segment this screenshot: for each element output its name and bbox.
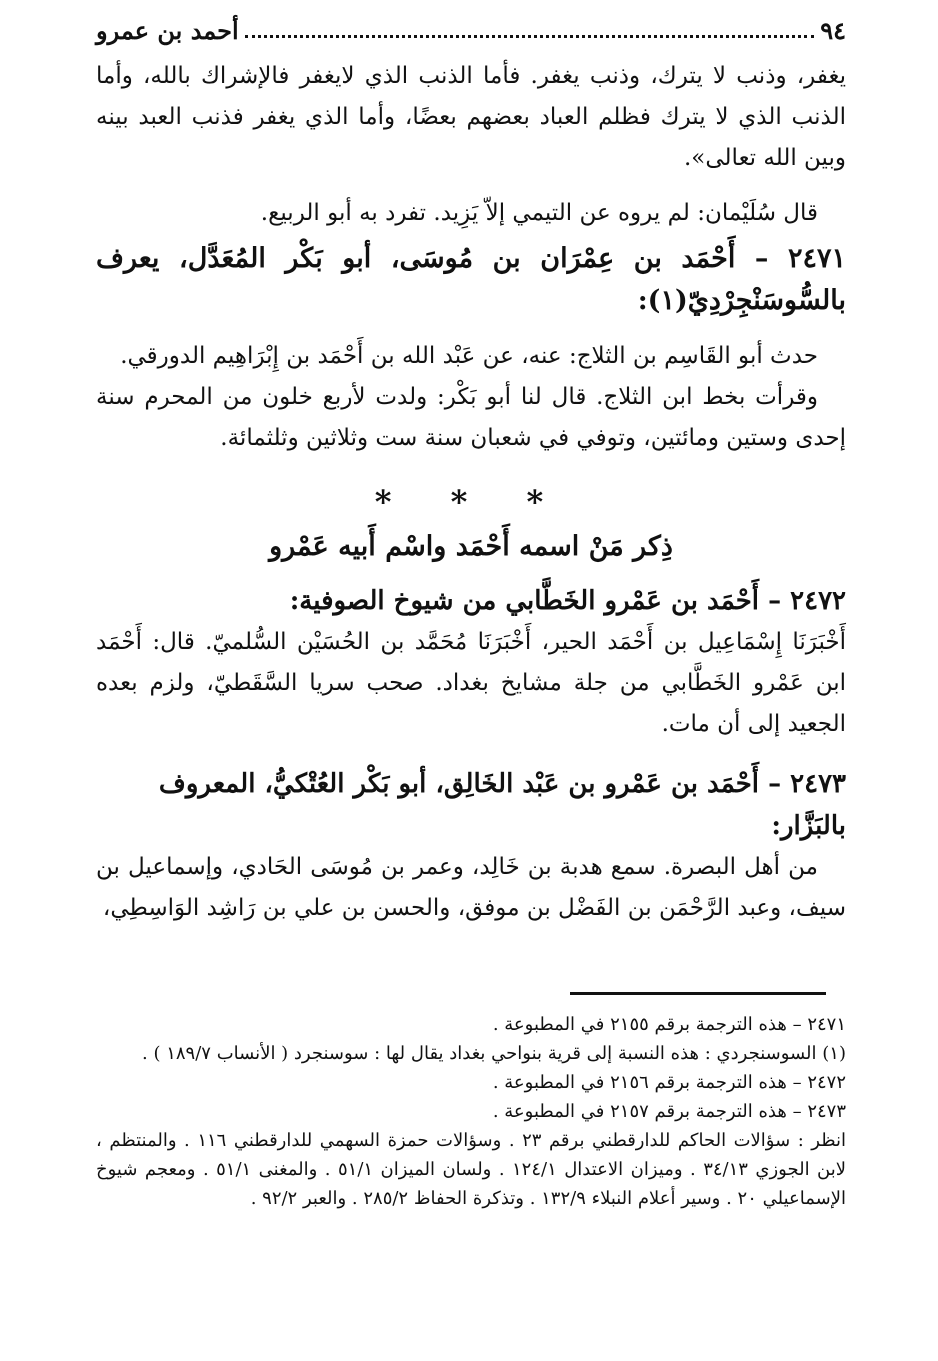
section-separator: * * * — [374, 483, 568, 521]
footnote-2471: ٢٤٧١ – هذه الترجمة برقم ٢١٥٥ في المطبوعة . — [492, 1014, 846, 1035]
footnote-2472: ٢٤٧٢ – هذه الترجمة برقم ٢١٥٦ في المطبوعة . — [492, 1072, 846, 1093]
entry-heading-2472: ٢٤٧٢ – أَحْمَد بن عَمْرو الخَطَّابي من شيوخ الصوفية: — [289, 586, 846, 616]
entry-heading-2471: ٢٤٧١ – أَحْمَد بن عِمْرَان بن مُوسَى، أبو بَكْر المُعَدَّل، يعرف بالسُّوسَنْجِرْدِيّ(١): — [96, 243, 846, 316]
page-header — [96, 8, 846, 52]
footnote-1-sousanjerdi: (١) السوسنجردي : هذه النسبة إلى قرية بنواحي بغداد يقال لها : سوسنجرد ( الأنساب ١٨٩/٧ ) . — [142, 1043, 846, 1064]
main-text — [96, 56, 846, 929]
footnote-rule — [570, 992, 826, 995]
paragraph-2472: أَخْبَرَنَا إِسْمَاعِيل بن أَحْمَد الحير، أَخْبَرَنَا مُحَمَّد بن الحُسَيْن السُّلميّ. قال: أَحْمَد ابن عَمْرو الخَطَّابي من جلة مشايخ بغداد. صحب سريا السَّقَطيّ، ولزم بعده الجعيد إلى أن مات. — [96, 629, 846, 737]
running-title: أحمد بن عمرو — [96, 15, 239, 45]
spacer — [96, 179, 846, 193]
entry-heading-2473: ٢٤٧٣ – أَحْمَد بن عَمْرو بن عَبْد الخَالِق، أبو بَكْر العُتْكيُّ، المعروف بالبَزَّار: — [158, 769, 846, 841]
page-number: ٩٤ — [820, 15, 846, 45]
paragraph-2473: من أهل البصرة. سمع هدبة بن خَالِد، وعمر بن مُوسَى الحَادي، وإسماعيل بن سيف، وعبد الرَّحْمَن بن الفَضْل بن موفق، والحسن بن علي بن رَاشِد الوَاسِطِي، — [96, 854, 846, 921]
paragraph-sulayman-note: قال سُلَيْمان: لم يروه عن التيمي إلاّ يَزِيد. تفرد به أبو الربيع. — [260, 200, 818, 226]
paragraph-continuation: يغفر، وذنب لا يترك، وذنب يغفر. فأما الذنب الذي لايغفر فالإشراك بالله، وأما الذنب الذي لا يترك فظلم العباد بعضهم بعضًا، وأما الذي يغفر فذنب العبد بينه وبين الله تعالى». — [96, 63, 846, 171]
footnotes — [96, 1010, 846, 1213]
section-title: ذِكر مَنْ اسمه أَحْمَد واسْم أَبيه عَمْرو — [269, 531, 673, 562]
spacer — [96, 322, 846, 336]
header-leader-dots — [245, 35, 815, 38]
footnote-2473-sources: انظر : سؤالات الحاكم للدارقطني برقم ٢٣ . وسؤالات حمزة السهمي للدارقطني ١١٦ . والمنتظم ، لابن الجوزي ٣٤/١٣ . وميزان الاعتدال ١٢٤/١ . ولسان الميزان ٥١/١ . والمغنى ٥١/١ . ومعجم شيوخ الإسماعيلي ٢٠ . وسير أعلام النبلاء ١٣٢/٩ . وتذكرة الحفاظ ٢٨٥/٢ . والعبر ٩٢/٢ . — [96, 1130, 847, 1209]
paragraph-2471-birth-death: وقرأت بخط ابن الثلاج. قال لنا أبو بَكْر: ولدت لأربع خلون من المحرم سنة إحدى وستين ومائتين، وتوفي في شعبان سنة ست وثلاثين وثلثمائة. — [96, 384, 846, 451]
paragraph-2471-narration: حدث أبو القَاسِم بن الثلاج: عنه، عن عَبْد الله بن أَحْمَد بن إِبْرَاهِيم الدورقي. — [120, 343, 818, 369]
footnote-2473: ٢٤٧٣ – هذه الترجمة برقم ٢١٥٧ في المطبوعة . — [492, 1101, 846, 1122]
